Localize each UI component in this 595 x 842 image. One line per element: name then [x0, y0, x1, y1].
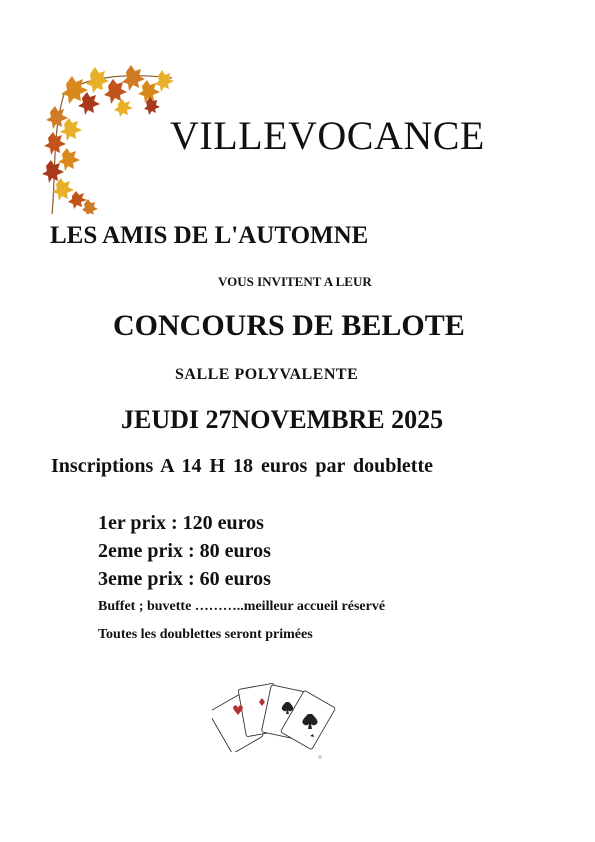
event-title: CONCOURS DE BELOTE: [113, 309, 465, 342]
town-title: VILLEVOCANCE: [170, 113, 485, 158]
decorative-speck: [318, 755, 322, 759]
playing-cards-icon: [212, 680, 342, 752]
registration-info: Inscriptions A 14 H 18 euros par doublette: [51, 455, 433, 477]
first-prize: 1er prix : 120 euros: [98, 512, 264, 534]
autumn-leaves-icon: [42, 64, 174, 214]
event-date: JEUDI 27NOVEMBRE 2025: [121, 405, 444, 434]
invitation-line: VOUS INVITENT A LEUR: [218, 274, 372, 289]
buffet-line: Buffet ; buvette ………..meilleur accueil réservé: [98, 599, 386, 614]
venue-name: SALLE POLYVALENTE: [175, 366, 359, 383]
club-name: LES AMIS DE L'AUTOMNE: [50, 222, 369, 249]
second-prize: 2eme prix : 80 euros: [98, 540, 271, 562]
all-pairs-rewarded-note: Toutes les doublettes seront primées: [98, 627, 313, 642]
third-prize: 3eme prix : 60 euros: [98, 568, 271, 590]
